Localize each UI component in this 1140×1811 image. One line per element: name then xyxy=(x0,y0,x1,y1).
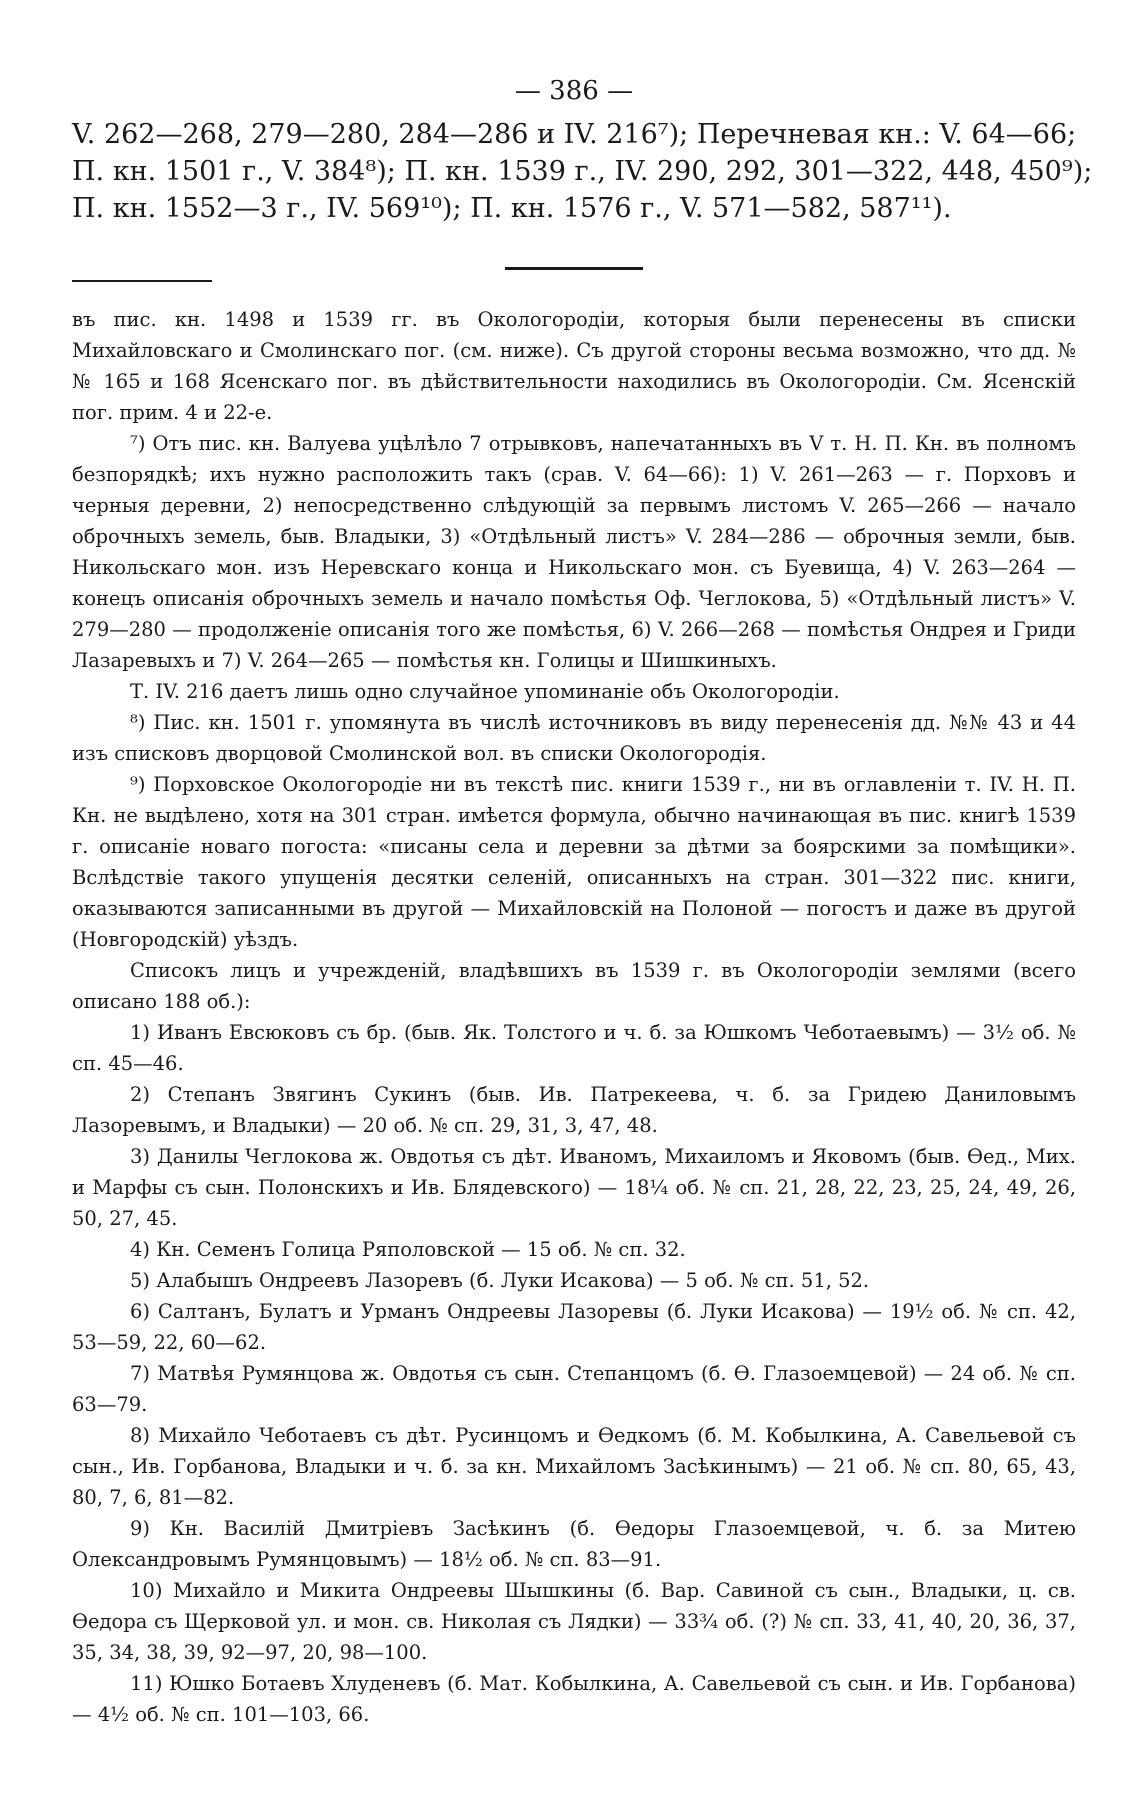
footnote-7-note: Т. IV. 216 даетъ лишь одно случайное упоминаніе объ Окологородіи. xyxy=(130,680,840,703)
main-text-line-2: П. кн. 1501 г., V. 384⁸); П. кн. 1539 г., IV. 290, 292, 301—322, 448, 450⁹); xyxy=(72,156,1093,187)
list-item: 3) Данилы Чеглокова ж. Овдотья съ дѣт. Иваномъ, Михаиломъ и Яковомъ (быв. Ѳед., Мих. и Марфы съ сын. Полонскихъ и Ив. Блядевского) — 18¼ об. № сп. 21, 28, 22, 23, 25, 24, 49, 26, 50, 27, 45. xyxy=(72,1145,1076,1230)
main-text-block xyxy=(72,116,1093,227)
footnote-7: ⁷) Отъ пис. кн. Валуева уцѣлѣло 7 отрывковъ, напечатанныхъ въ V т. Н. П. Кн. въ полномъ безпорядкѣ; ихъ нужно расположить такъ (срав. V. 64—66): 1) V. 261—263 — г. Порховъ и черныя деревни, 2) непосредственно слѣдующій за первымъ листомъ V. 265—266 — начало оброчныхъ земель, быв. Владыки, 3) «Отдѣльный листъ» V. 284—286 — оброчныя земли, быв. Никольскаго мон. изъ Неревскаго конца и Никольскаго мон. съ Буевища, 4) V. 263—264 — конецъ описанія оброчныхъ земель и начало помѣстья Оф. Чеглокова, 5) «Отдѣльный листъ» V. 279—280 — продолженіе описанія того же помѣстья, 6) V. 266—268 — помѣстья Ондрея и Гриди Лазаревыхъ и 7) V. 264—265 — помѣстья кн. Голицы и Шишкиныхъ. xyxy=(72,432,1076,672)
list-item: 1) Иванъ Евсюковъ съ бр. (быв. Як. Толстого и ч. б. за Юшкомъ Чеботаевымъ) — 3½ об. № сп. 45—46. xyxy=(72,1021,1076,1075)
list-item: 10) Михайло и Микита Ондреевы Шышкины (б. Вар. Савиной съ сын., Владыки, ц. св. Ѳедора съ Щерковой ул. и мон. св. Николая съ Лядки) — 33¾ об. (?) № сп. 33, 41, 40, 20, 36, 37, 35, 34, 38, 39, 92—97, 20, 98—100. xyxy=(72,1579,1076,1664)
list-item: 7) Матвѣя Румянцова ж. Овдотья съ сын. Степанцомъ (б. Ѳ. Глазоемцевой) — 24 об. № сп. 63—79. xyxy=(72,1362,1076,1416)
footnote-continuation: въ пис. кн. 1498 и 1539 гг. въ Окологородіи, которыя были перенесены въ списки Михайловскаго и Смолинскаго пог. (см. ниже). Съ другой стороны весьма возможно, что дд. №№ 165 и 168 Ясенскаго пог. въ дѣйствительности находились въ Окологородіи. См. Ясенскій пог. прим. 4 и 22-е. xyxy=(72,308,1076,424)
list-item: 5) Алабышъ Ондреевъ Лазоревъ (б. Луки Исакова) — 5 об. № сп. 51, 52. xyxy=(130,1269,870,1292)
page-number: — 386 — xyxy=(514,76,634,106)
main-text-line-3: П. кн. 1552—3 г., IV. 569¹⁰); П. кн. 1576 г., V. 571—582, 587¹¹). xyxy=(72,193,952,224)
list-item: 6) Салтанъ, Булатъ и Урманъ Ондреевы Лазоревы (б. Луки Исакова) — 19½ об. № сп. 42, 53—59, 22, 60—62. xyxy=(72,1300,1076,1354)
footnote-rule xyxy=(72,280,212,282)
list-item: 4) Кн. Семенъ Голица Ряполовской — 15 об. № сп. 32. xyxy=(130,1238,686,1261)
list-item: 8) Михайло Чеботаевъ съ дѣт. Русинцомъ и Ѳедкомъ (б. М. Кобылкина, А. Савельевой съ сын., Ив. Горбанова, Владыки и ч. б. за кн. Михайломъ Засѣкинымъ) — 21 об. № сп. 80, 65, 43, 80, 7, 6, 81—82. xyxy=(72,1424,1076,1509)
list-item: 11) Юшко Ботаевъ Хлуденевъ (б. Мат. Кобылкина, А. Савельевой съ сын. и Ив. Горбанова) — 4½ об. № сп. 101—103, 66. xyxy=(72,1672,1076,1726)
list-item: 9) Кн. Василій Дмитріевъ Засѣкинъ (б. Ѳедоры Глазоемцевой, ч. б. за Митею Олександровымъ Румянцовымъ) — 18½ об. № сп. 83—91. xyxy=(72,1517,1076,1571)
section-divider xyxy=(505,267,643,270)
footnotes xyxy=(72,304,1076,1730)
landholders-list-intro: Списокъ лицъ и учрежденій, владѣвшихъ въ 1539 г. въ Окологородіи землями (всего описано 188 об.): xyxy=(72,959,1076,1013)
footnote-8: ⁸) Пис. кн. 1501 г. упомянута въ числѣ источниковъ въ виду перенесенія дд. №№ 43 и 44 изъ списковъ дворцовой Смолинской вол. въ списки Окологородія. xyxy=(72,711,1076,765)
footnote-9: ⁹) Порховское Окологородіе ни въ текстѣ пис. книги 1539 г., ни въ оглавленіи т. IV. Н. П. Кн. не выдѣлено, хотя на 301 стран. имѣется формула, обычно начинающая въ пис. книгѣ 1539 г. описаніе новаго погоста: «писаны села и деревни за дѣтми за боярскими за помѣщики». Вслѣдствіе такого упущенія десятки селеній, описанныхъ на стран. 301—322 пис. книги, оказываются записанными въ другой — Михайловскій на Полоной — погостъ и даже въ другой (Новгородскій) уѣздъ. xyxy=(72,773,1076,951)
main-text-line-1: V. 262—268, 279—280, 284—286 и IV. 216⁷); Перечневая кн.: V. 64—66; xyxy=(72,119,1077,150)
list-item: 2) Степанъ Звягинъ Сукинъ (быв. Ив. Патрекеева, ч. б. за Гридею Даниловымъ Лазоревымъ, и Владыки) — 20 об. № сп. 29, 31, 3, 47, 48. xyxy=(72,1083,1076,1137)
